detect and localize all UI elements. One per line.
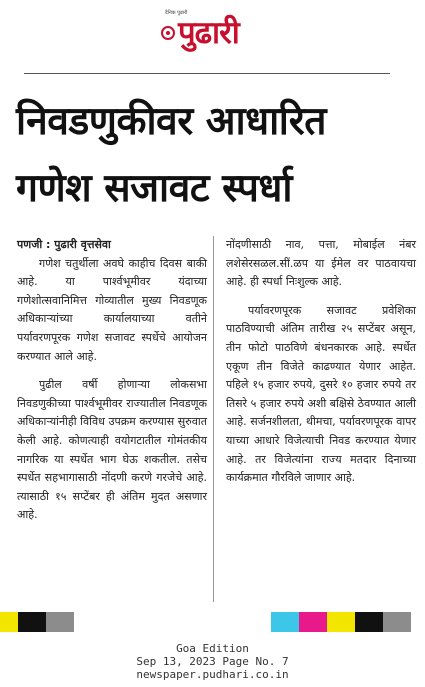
logo-mark-icon <box>161 26 175 40</box>
footer-edition: Goa Edition <box>176 642 249 655</box>
article-paragraph: पुढील वर्षी होणाऱ्या लोकसभा निवडणुकीच्या पार्श्वभूमीवर राज्यातील निवडणूक अधिकाऱ्यांनीही विविध उपक्रम करण्यास सुरुवात केली आहे. कोणत्याही वयोगटातील गोमंतकीय नागरिक या स्पर्धेत भाग घेऊ शकतील. तसेच स्पर्धेत सहभागासाठी नोंदणी करणे गरजेचे आहे. त्यासाठी १५ सप्टेंबर ही अंतिम मुदत असणार आहे. <box>17 378 207 522</box>
color-swatch <box>383 612 411 632</box>
top-rule <box>24 73 390 74</box>
article-paragraph: गणेश चतुर्थीला अवघे काहीच दिवस बाकी आहे. या पार्श्वभूमीवर यंदाच्या गणेशोत्सवानिमित्त गोव्यातील मुख्य निवडणूक अधिकाऱ्यांच्या कार्यालयाच्या वतीने पर्यावरणपूरक गणेश सजावट स्पर्धेचे आयोजन करण्यात आले आहे. <box>17 256 207 363</box>
column-divider <box>213 236 214 602</box>
masthead-tagline: दैनिक पुढारी <box>165 10 188 16</box>
color-swatch <box>0 612 18 632</box>
color-swatch <box>299 612 327 632</box>
article-column-right <box>226 236 416 488</box>
article-paragraph: पर्यावरणपूरक सजावट प्रवेशिका पाठविण्याची अंतिम तारीख २५ सप्टेंबर असून, तीन फोटो पाठविणे बंधनकारक आहे. स्पर्धेत एकूण तीन विजेते काढण्यात येणार आहेत. पहिले १५ हजार रुपये, दुसरे १० हजार रुपये तर तिसरे ५ हजार रुपये अशी बक्षिसे ठेवण्यात आली आहे. सर्जनशीलता, थीमचा, पर्यावरणपूरक वापर याच्या आधारे विजेत्याची निवड करण्यात येणार आहे. तर विजेत्यांना राज्य मतदार दिनाच्या कार्यक्रमात गौरविले जाणार आहे. <box>226 303 416 485</box>
color-swatch <box>355 612 383 632</box>
footer-date-page: Sep 13, 2023 Page No. 7 <box>136 655 289 668</box>
article-column-left <box>17 236 207 525</box>
color-swatch <box>46 612 74 632</box>
headline-line-1: निवडणुकीवर आधारित <box>16 99 326 144</box>
color-swatch <box>18 612 46 632</box>
article-dateline: पणजी : पुढारी वृत्तसेवा <box>17 238 111 251</box>
article-paragraph: नोंदणीसाठी नाव, पत्ता, मोबाईल नंबर लशेसेरसळल.सीं.ळप या ईमेल वर पाठवायचा आहे. ही स्पर्धा निःशुल्क आहे. <box>226 238 416 289</box>
masthead <box>0 6 425 52</box>
color-swatch <box>271 612 299 632</box>
masthead-logo: पुढारी <box>178 15 239 51</box>
headline-line-2: गणेश सजावट स्पर्धा <box>16 166 292 211</box>
footer-site: newspaper.pudhari.co.in <box>136 668 289 681</box>
color-swatch <box>327 612 355 632</box>
